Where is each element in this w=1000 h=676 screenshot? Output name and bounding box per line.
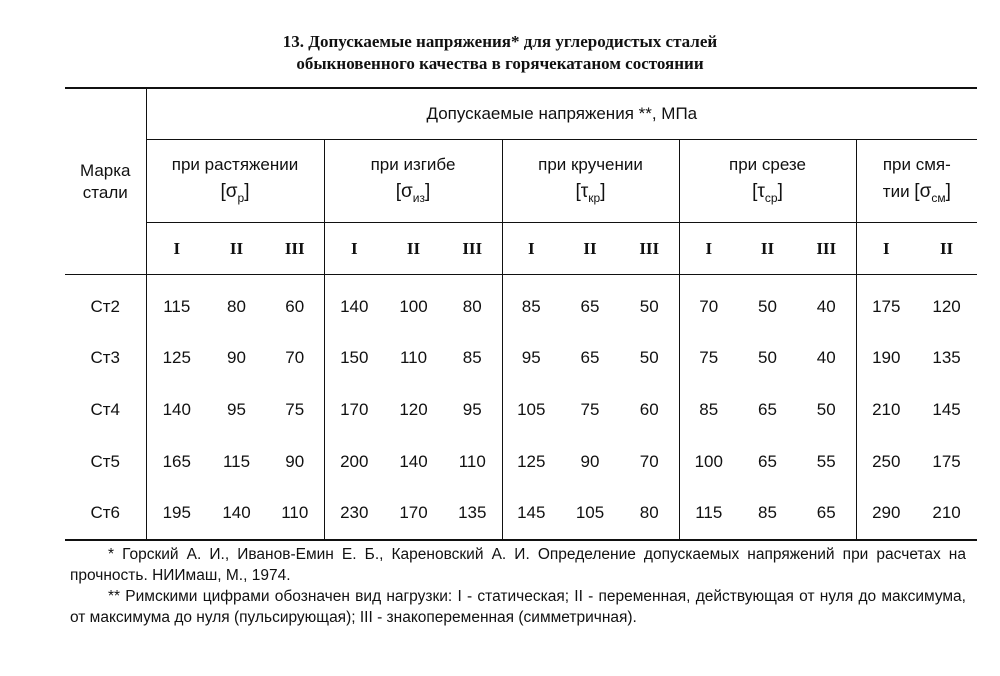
subcolumn-header-row bbox=[65, 223, 977, 275]
stress-value-cell: 90 bbox=[285, 451, 305, 471]
stress-value-cell: 50 bbox=[758, 348, 777, 368]
table-row bbox=[65, 275, 977, 333]
stress-value-cell: 70 bbox=[285, 348, 305, 368]
group-label: при изгибе bbox=[370, 154, 456, 174]
stress-value-cell: 120 bbox=[399, 399, 428, 419]
subcolumn-header: II bbox=[738, 223, 797, 275]
stress-value-cell: 65 bbox=[758, 451, 777, 471]
stress-value-cell: 195 bbox=[146, 487, 207, 540]
stress-value-cell: 135 bbox=[443, 487, 502, 540]
subcolumn-header: I bbox=[502, 223, 560, 275]
page-title bbox=[0, 31, 1000, 75]
subcolumn-header: II bbox=[916, 223, 977, 275]
group-header-torsion bbox=[502, 140, 679, 223]
stress-value-cell: 85 bbox=[502, 275, 560, 333]
stress-value-cell: 40 bbox=[816, 348, 836, 368]
table-row bbox=[65, 487, 977, 540]
subcolumn-header: II bbox=[384, 223, 443, 275]
main-header: Допускаемые напряжения **, МПа bbox=[146, 88, 977, 140]
group-header-bending bbox=[324, 140, 502, 223]
stress-value-cell: 175 bbox=[932, 451, 961, 471]
stress-value-cell: 85 bbox=[462, 348, 482, 368]
stress-value-cell: 145 bbox=[932, 399, 961, 419]
subcolumn-header: II bbox=[560, 223, 620, 275]
group-symbol: $[\tau_{кр}]$ bbox=[575, 180, 606, 205]
stress-value-cell: 140 bbox=[324, 275, 384, 333]
stress-value-cell: 95 bbox=[462, 399, 482, 419]
stress-value-cell: 110 bbox=[266, 487, 324, 540]
stress-value-cell: 170 bbox=[384, 487, 443, 540]
stress-value-cell: 290 bbox=[856, 487, 916, 540]
stress-value-cell: 100 bbox=[679, 436, 738, 488]
stress-value-cell: 110 bbox=[458, 451, 486, 471]
steel-grade-cell: Ст4 bbox=[90, 399, 121, 419]
stress-value-cell: 85 bbox=[738, 487, 797, 540]
steel-grade-cell: Ст5 bbox=[90, 451, 121, 471]
stress-value-cell: 135 bbox=[932, 348, 961, 368]
table-body bbox=[65, 275, 977, 540]
subcolumn-header: III bbox=[266, 223, 324, 275]
subcolumn-header: I bbox=[856, 223, 916, 275]
group-header-shear bbox=[679, 140, 856, 223]
group-label: при срезе bbox=[729, 154, 806, 174]
stress-value-cell: 140 bbox=[399, 451, 428, 471]
grade-header-line-2: стали bbox=[82, 182, 128, 202]
stress-value-cell: 90 bbox=[580, 451, 600, 471]
stress-value-cell: 210 bbox=[856, 384, 916, 436]
group-symbol: $[\sigma_р]$ bbox=[220, 180, 250, 205]
stress-value-cell: 85 bbox=[679, 384, 738, 436]
stress-value-cell: 65 bbox=[797, 487, 856, 540]
stress-value-cell: 125 bbox=[146, 333, 207, 385]
stress-value-cell: 75 bbox=[285, 399, 305, 419]
group-label-line-2: тии $[\sigma_{см}]$ bbox=[882, 180, 951, 205]
subcolumn-header: II bbox=[207, 223, 266, 275]
group-label: при кручении bbox=[538, 154, 643, 174]
stress-value-cell: 100 bbox=[399, 296, 428, 316]
footnote-1: * Горский А. И., Иванов-Емин Е. Б., Кареновский А. И. Определение допускаемых напряжений при расчетах на прочность. НИИмаш, М., 1974. bbox=[70, 546, 966, 584]
stress-value-cell: 50 bbox=[639, 348, 659, 368]
stress-value-cell: 140 bbox=[207, 487, 266, 540]
subcolumn-header: I bbox=[146, 223, 207, 275]
stress-value-cell: 125 bbox=[502, 436, 560, 488]
stress-value-cell: 60 bbox=[639, 399, 659, 419]
stress-value-cell: 150 bbox=[324, 333, 384, 385]
stress-table bbox=[65, 87, 977, 541]
stress-value-cell: 250 bbox=[856, 436, 916, 488]
stress-value-cell: 70 bbox=[679, 275, 738, 333]
stress-value-cell: 95 bbox=[502, 333, 560, 385]
stress-value-cell: 80 bbox=[620, 487, 679, 540]
stress-value-cell: 65 bbox=[580, 348, 600, 368]
stress-value-cell: 55 bbox=[816, 451, 836, 471]
group-header-tension bbox=[146, 140, 324, 223]
subcolumn-header: III bbox=[797, 223, 856, 275]
stress-value-cell: 165 bbox=[146, 436, 207, 488]
stress-value-cell: 90 bbox=[227, 348, 246, 368]
group-header-bearing bbox=[856, 140, 977, 223]
stress-value-cell: 230 bbox=[324, 487, 384, 540]
table-row bbox=[65, 436, 977, 488]
steel-grade-cell: Ст3 bbox=[90, 348, 121, 368]
footnote-2: ** Римскими цифрами обозначен вид нагрузки: I - статическая; II - переменная, действующая от нуля до максимума, от максимума до нуля (пульсирующая); III - знакопеременная (симметричная). bbox=[70, 588, 966, 626]
stress-value-cell: 210 bbox=[916, 487, 977, 540]
stress-value-cell: 50 bbox=[758, 296, 777, 316]
group-symbol: $[\tau_{ср}]$ bbox=[752, 180, 783, 205]
stress-value-cell: 120 bbox=[932, 296, 961, 316]
stress-value-cell: 170 bbox=[324, 384, 384, 436]
group-symbol: $[\sigma_{см}]$ bbox=[914, 180, 951, 205]
stress-value-cell: 95 bbox=[227, 399, 246, 419]
stress-value-cell: 175 bbox=[856, 275, 916, 333]
stress-value-cell: 75 bbox=[679, 333, 738, 385]
stress-value-cell: 70 bbox=[639, 451, 659, 471]
stress-value-cell: 80 bbox=[462, 296, 482, 316]
group-symbol: $[\sigma_{из}]$ bbox=[395, 180, 431, 205]
stress-value-cell: 60 bbox=[285, 296, 305, 316]
stress-value-cell: 115 bbox=[146, 275, 207, 333]
group-label: при смя- bbox=[882, 154, 951, 174]
subcolumn-header: I bbox=[324, 223, 384, 275]
steel-grade-cell: Ст2 bbox=[90, 296, 121, 316]
title-line-2: обыкновенного качества в горячекатаном состоянии bbox=[296, 54, 704, 73]
stress-value-cell: 75 bbox=[580, 399, 600, 419]
stress-value-cell: 50 bbox=[816, 399, 836, 419]
grade-column-header bbox=[65, 88, 146, 275]
stress-value-cell: 115 bbox=[222, 451, 251, 471]
stress-value-cell: 65 bbox=[758, 399, 777, 419]
stress-value-cell: 65 bbox=[580, 296, 600, 316]
subcolumn-header: I bbox=[679, 223, 738, 275]
title-line-1: 13. Допускаемые напряжения* для углеродистых сталей bbox=[282, 32, 718, 51]
group-label: при растяжении bbox=[171, 154, 299, 174]
stress-value-cell: 190 bbox=[856, 333, 916, 385]
footnotes bbox=[70, 544, 966, 628]
stress-value-cell: 80 bbox=[227, 296, 246, 316]
grade-header-line-1: Марка bbox=[79, 160, 131, 180]
stress-value-cell: 115 bbox=[679, 487, 738, 540]
stress-value-cell: 40 bbox=[816, 296, 836, 316]
table-row bbox=[65, 384, 977, 436]
stress-value-cell: 200 bbox=[324, 436, 384, 488]
stress-value-cell: 145 bbox=[502, 487, 560, 540]
stress-value-cell: 105 bbox=[560, 487, 620, 540]
stress-value-cell: 110 bbox=[399, 348, 428, 368]
subcolumn-header: III bbox=[443, 223, 502, 275]
stress-value-cell: 105 bbox=[502, 384, 560, 436]
stress-value-cell: 50 bbox=[639, 296, 659, 316]
subcolumn-header: III bbox=[620, 223, 679, 275]
steel-grade-cell: Ст6 bbox=[65, 487, 146, 540]
table-row bbox=[65, 333, 977, 385]
stress-value-cell: 140 bbox=[146, 384, 207, 436]
